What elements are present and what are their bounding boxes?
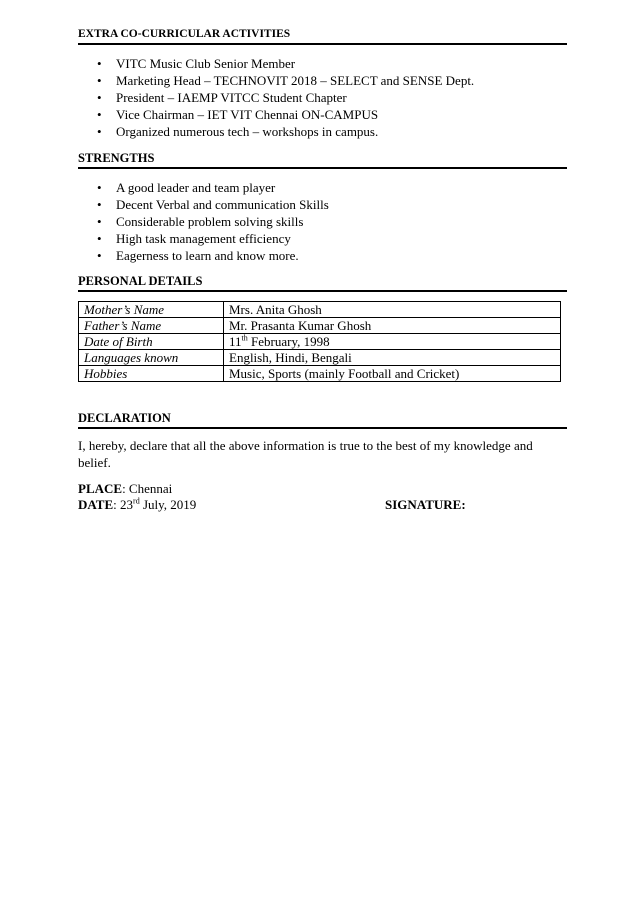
detail-value: Mr. Prasanta Kumar Ghosh: [224, 318, 561, 334]
detail-key: Father’s Name: [79, 318, 224, 334]
personal-details-table: [78, 301, 561, 382]
place-label: PLACE: [78, 481, 123, 496]
detail-value: [224, 334, 561, 350]
list-item: • A good leader and team player: [78, 179, 567, 196]
place-line: [78, 481, 567, 497]
resume-page: [78, 26, 567, 513]
detail-value: English, Hindi, Bengali: [224, 350, 561, 366]
activities-heading: EXTRA CO-CURRICULAR ACTIVITIES: [78, 26, 567, 45]
list-item: • Organized numerous tech – workshops in campus.: [78, 123, 567, 140]
detail-value: Mrs. Anita Ghosh: [224, 302, 561, 318]
table-row: [79, 302, 561, 318]
date-label: DATE: [78, 497, 114, 512]
list-item: • VITC Music Club Senior Member: [78, 55, 567, 72]
dob-rest: February, 1998: [247, 334, 330, 349]
list-item: • Vice Chairman – IET VIT Chennai ON-CAMPUS: [78, 106, 567, 123]
strengths-heading: STRENGTHS: [78, 150, 567, 169]
dob-day: 11: [229, 334, 242, 349]
place-value: : Chennai: [122, 481, 173, 496]
detail-key: Mother’s Name: [79, 302, 224, 318]
list-item: • President – IAEMP VITCC Student Chapter: [78, 89, 567, 106]
list-item: • Decent Verbal and communication Skills: [78, 196, 567, 213]
declaration-text: I, hereby, declare that all the above information is true to the best of my knowledge and belief.: [78, 438, 533, 470]
table-row: [79, 350, 561, 366]
detail-key: Languages known: [79, 350, 224, 366]
date-line: [78, 497, 567, 513]
dob-suffix: th: [241, 333, 248, 343]
list-item: • Marketing Head – TECHNOVIT 2018 – SELECT and SENSE Dept.: [78, 72, 567, 89]
table-row: [79, 334, 561, 350]
date-rest: July, 2019: [139, 497, 197, 512]
personal-details-heading: PERSONAL DETAILS: [78, 273, 567, 292]
activities-list: [78, 55, 567, 140]
date-day: : 23: [113, 497, 134, 512]
list-item: • Considerable problem solving skills: [78, 213, 567, 230]
strengths-list: [78, 179, 567, 264]
detail-key: Hobbies: [79, 366, 224, 382]
list-item: • Eagerness to learn and know more.: [78, 247, 567, 264]
table-row: [79, 318, 561, 334]
detail-key: Date of Birth: [79, 334, 224, 350]
date-suffix: rd: [133, 496, 140, 506]
signature-label: SIGNATURE:: [385, 497, 466, 512]
detail-value: Music, Sports (mainly Football and Cricket): [224, 366, 561, 382]
table-row: [79, 366, 561, 382]
declaration-heading: DECLARATION: [78, 410, 567, 429]
list-item: • High task management efficiency: [78, 230, 567, 247]
